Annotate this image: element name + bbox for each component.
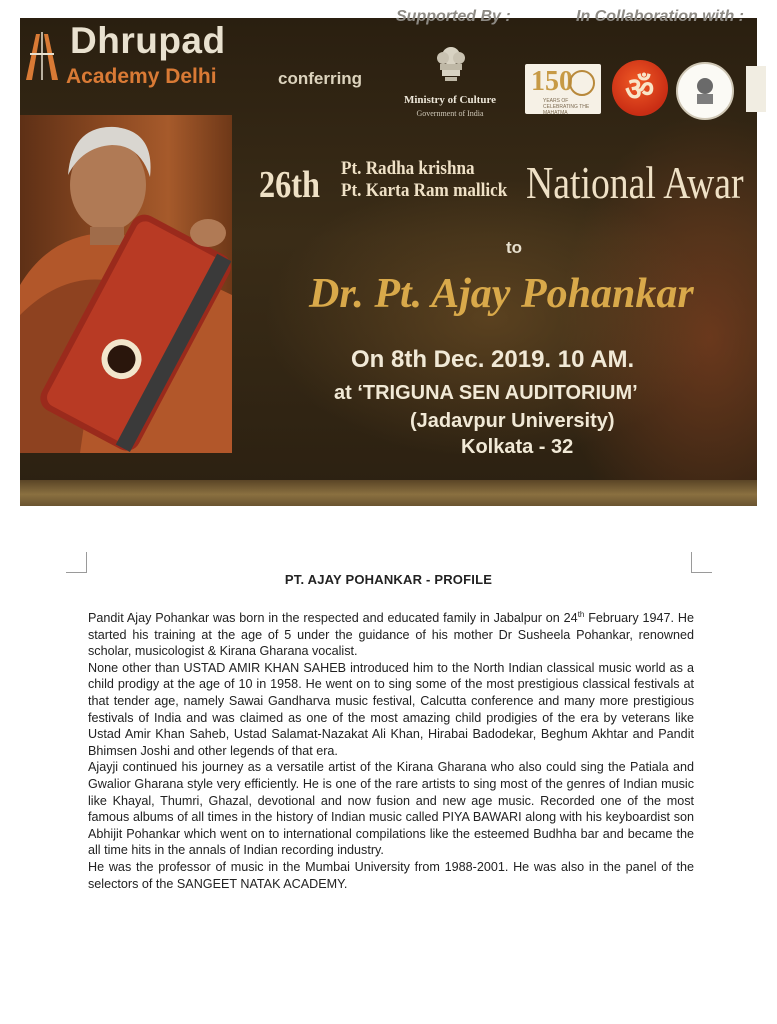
partner-logo-partial [746,66,766,112]
profile-paragraph-2: None other than USTAD AMIR KHAN SAHEB introduced him to the North Indian classical music world as a child prodigy at the age of 10 in 1958. He went on to sing some of the most prestigious classical festivals at that tender age, namely Sawai Gandharva music festival, Calcutta conference and many more prestigious festivals of India and was claimed as one of the most amazing child prodigies of the era by veterans like Ustad Amir Khan Saheb, Ustad Salamat-Nazakat Ali Khan, Hirabai Badodekar, Beghum Akhtar and Pandit Bhimsen Joshi and other legends of that era. [88,660,694,758]
academy-logo-icon [22,28,62,84]
venue-city: Kolkata - 32 [461,436,574,458]
logo-150-caption: YEARS OF CELEBRATING THE MAHATMA [543,98,590,116]
academy-name: Dhrupad [70,20,226,61]
award-title: National Awar [526,157,744,208]
to-label: to [506,238,523,257]
profile-body [88,610,694,892]
supported-by-label: Supported By : [396,8,511,25]
award-name-line-2: Pt. Karta Ram mallick [341,180,508,201]
award-namesakes [341,158,507,202]
conferring-label: conferring [278,69,363,88]
charkha-icon [569,70,595,96]
profile-paragraph-4: He was the professor of music in the Mumbai University from 1988-2001. He was also in the panel of the selectors of the SANGEET NATAK ACADEMY. [88,859,694,891]
profile-paragraph-3: Ajayji continued his journey as a versatile artist of the Kirana Gharana who also could sing the Patiala and Gwalior Gharana style very efficiently. He is one of the rare artists to sing most of the genres of Indian music like Khayal, Thumri, Ghazal, devotional and now fusion and new age music. Recorded one of the most famous albums of all times in the history of Indian music called PIYA BAWARI along with his keyboardist son Abhijit Pohankar which went on to international compilations like the esteemed Budhha bar and became the all time hits in the annals of Indian recording industry. [88,760,694,858]
award-name-line-1: Pt. Radha krishna [341,158,475,179]
academy-subtitle: Academy Delhi [66,65,217,88]
artist-photo [20,115,232,453]
venue-university: (Jadavpur University) [410,410,615,432]
event-date: On 8th Dec. 2019. 10 AM. [351,346,635,373]
national-emblem-icon [432,34,470,84]
event-banner [20,8,757,506]
award-edition: 26th [259,164,321,206]
logo-150-number: 150 [531,66,573,97]
profile-title: PT. AJAY POHANKAR - PROFILE [284,572,493,587]
government-label: Government of India [416,109,484,118]
awardee-name: Dr. Pt. Ajay Pohankar [309,271,694,317]
collaboration-label: In Collaboration with : [576,8,744,25]
profile-paragraph-1: Pandit Ajay Pohankar was born in the respected and educated family in Jabalpur on 24th February 1947. He started his training at the age of 5 under the guidance of his mother Dr Susheela Pohankar, renowned scholar, musicologist & Kirana Gharana vocalist. [88,609,694,659]
ministry-label: Ministry of Culture [403,94,497,106]
culture-logo-icon: ॐ [612,60,668,116]
university-seal-icon [676,62,734,120]
gandhi-150-logo [525,64,601,114]
event-venue: at ‘TRIGUNA SEN AUDITORIUM’ [334,382,638,404]
page-corner-mark-right [691,552,712,573]
banner-bottom-strip [20,480,757,506]
page-corner-mark-left [66,552,87,573]
